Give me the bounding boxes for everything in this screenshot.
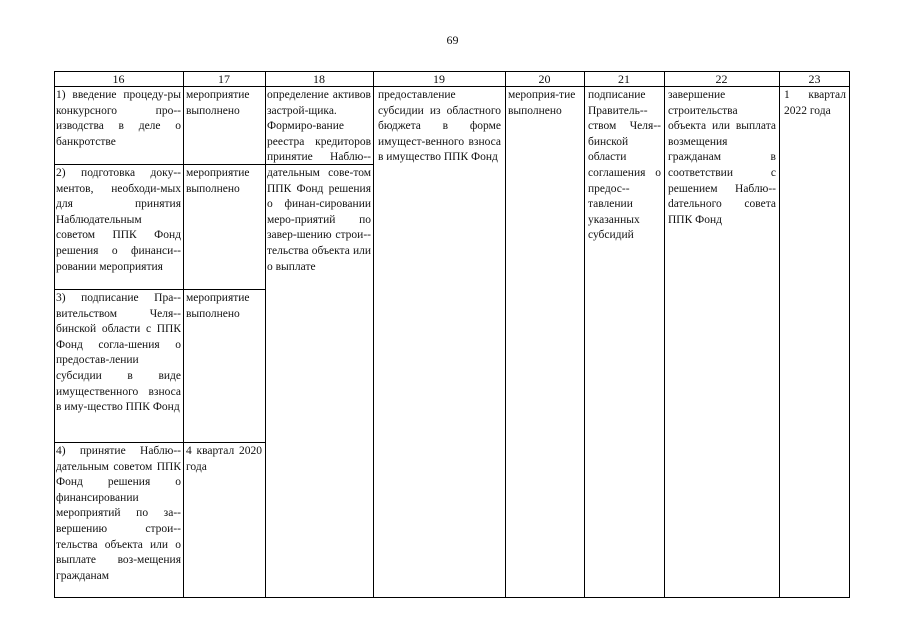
column-number-16: 16	[112, 72, 125, 86]
column-number-23: 23	[808, 72, 821, 86]
column-number-19: 19	[433, 72, 445, 86]
subsidy-provision-text: предоставление субсидии из областного бюджета в форме имущест-венного взноса в имущество ППК Фонд	[378, 89, 501, 164]
procedure-step-1: 1) введение процеду-ры конкурсного про-изводства в деле о банкротстве	[56, 89, 181, 148]
row-separator	[54, 164, 265, 165]
column-number-22: 22	[715, 72, 728, 86]
procedure-step-2: 2) подготовка доку-ментов, необходи-мых для принятия Наблюдательным советом ППК Фонд решения о финанси-ровании мероприятия	[56, 167, 181, 273]
row-separator	[54, 289, 265, 290]
construction-completion-text: завершение строительства объекта или выплата возмещения гражданам в соответствии с решением Наблю-dательного совета ППК Фонд	[668, 89, 776, 226]
step-status-4: 4 квартал 2020 года	[186, 445, 262, 473]
assets-and-decision-text: определение активов застрой-щика. Формиро-вание реестра кредиторов принятие Наблю-дательным сове-том ППК Фонд решения о финан-сировании меро-приятий по завер-шению строи-тельства объекта или о выплате	[267, 89, 371, 273]
column-divider	[664, 71, 665, 598]
step-status-1: мероприятие выполнено	[186, 89, 250, 117]
column-divider	[505, 71, 506, 598]
page-number: 69	[446, 33, 459, 47]
column-number-20: 20	[538, 72, 551, 86]
column-divider	[779, 71, 780, 598]
column-divider	[265, 71, 266, 598]
row-separator	[54, 442, 265, 443]
column-number-21: 21	[618, 72, 630, 86]
procedure-step-3: 3) подписание Пра-вительством Челя-бинской области с ППК Фонд согла-шения о предостав-лении субсидии в виде имущественного взноса в иму-щество ППК Фонд	[56, 292, 181, 414]
column-number-17: 17	[218, 72, 230, 86]
procedure-step-4: 4) принятие Наблю-дательным советом ППК Фонд решения о финансировании мероприятий по за-вершению строи-тельства объекта или о выплате воз-мещения гражданам	[56, 445, 181, 582]
column-divider	[373, 71, 374, 598]
column-divider	[183, 71, 184, 598]
subsidy-status-text: мероприя-тие выполнено	[508, 89, 576, 117]
column-number-18: 18	[313, 72, 325, 86]
step-status-3: мероприятие выполнено	[186, 292, 250, 320]
column-divider	[584, 71, 585, 598]
agreement-signing-text: подписание Правитель-ством Челя-бинской области соглашения о предос-тавлении указанных субсидий	[588, 89, 661, 242]
deadline-text: 1 квартал 2022 года	[784, 89, 846, 117]
step-status-2: мероприятие выполнено	[186, 167, 250, 195]
